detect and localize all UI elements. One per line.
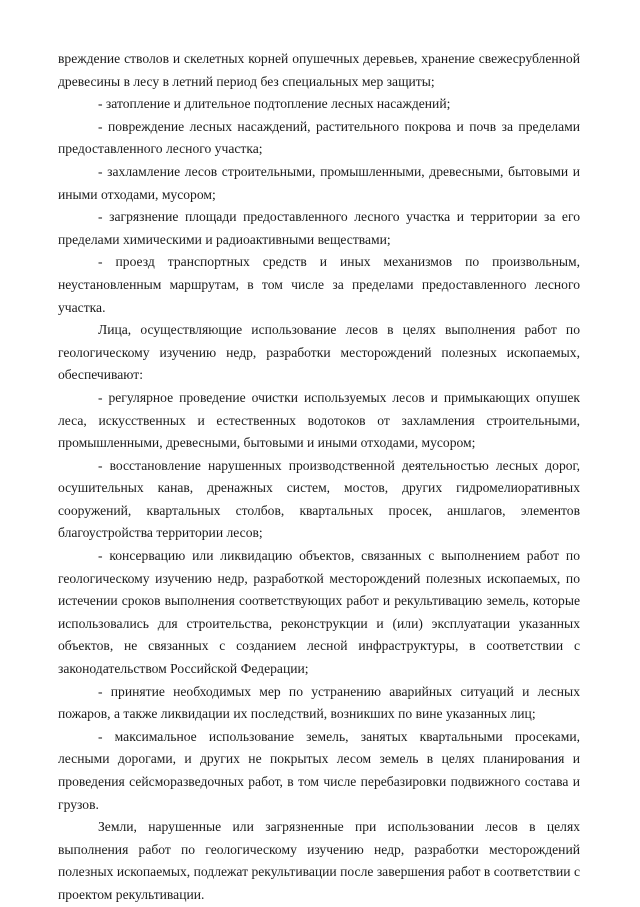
paragraph: - затопление и длительное подтопление лесных насаждений; bbox=[98, 96, 451, 112]
paragraph: - принятие необходимых мер по устранению аварийных ситуаций и лесных пожаров, а также ликвидации их последствий, возникших по вине указанных лиц; bbox=[58, 683, 580, 722]
paragraph: - повреждение лесных насаждений, растительного покрова и почв за пределами предоставленного лесного участка; bbox=[58, 118, 580, 157]
paragraph: - восстановление нарушенных производственной деятельностью лесных дорог, осушительных канав, дренажных систем, мостов, других гидромелиоративных сооружений, квартальных столбов, квартальных просек, аншлагов, элементов благоустройства территории лесов; bbox=[58, 457, 580, 541]
paragraph: - максимальное использование земель, занятых квартальными просеками, лесными дорогами, и других не покрытых лесом земель в целях планирования и проведения сейсморазведочных работ, в том числе перебазировки подвижного состава и грузов. bbox=[58, 728, 580, 812]
paragraph: - регулярное проведение очистки используемых лесов и примыкающих опушек леса, искусственных и естественных водотоков от захламления строительными, промышленными, древесными, бытовыми и иными отходами, мусором; bbox=[58, 389, 580, 451]
paragraph: - проезд транспортных средств и иных механизмов по произвольным, неустановленным маршрутам, в том числе за пределами предоставленного лесного участка. bbox=[58, 254, 580, 315]
paragraph: - загрязнение площади предоставленного лесного участка и территории за его пределами химическими и радиоактивными веществами; bbox=[58, 209, 580, 247]
paragraph: - консервацию или ликвидацию объектов, связанных с выполнением работ по геологическому изучению недр, разработкой месторождений полезных ископаемых, по истечении сроков выполнения соответствующих работ и рекультивацию земель, которые использовались для строительства, реконструкции и (или) эксплуатации указанных объектов, не связанных с созданием лесной инфраструктуры, в соответствии с законодательством Российской Федерации; bbox=[58, 548, 580, 677]
paragraph: - захламление лесов строительными, промышленными, древесными, бытовыми и иными отходами, мусором; bbox=[58, 163, 580, 202]
paragraph: вреждение стволов и скелетных корней опушечных деревьев, хранение свежесрубленной древесины в лесу в летний период без специальных мер защиты; bbox=[58, 51, 580, 89]
document-body bbox=[58, 48, 580, 907]
paragraph: Земли, нарушенные или загрязненные при использовании лесов в целях выполнения работ по геологическому изучению недр, разработки месторождений полезных ископаемых, подлежат рекультивации после завершения работ в соответствии с проектом рекультивации. bbox=[58, 819, 580, 902]
paragraph: Лица, осуществляющие использование лесов в целях выполнения работ по геологическому изучению недр, разработки месторождений полезных ископаемых, обеспечивают: bbox=[58, 322, 580, 383]
